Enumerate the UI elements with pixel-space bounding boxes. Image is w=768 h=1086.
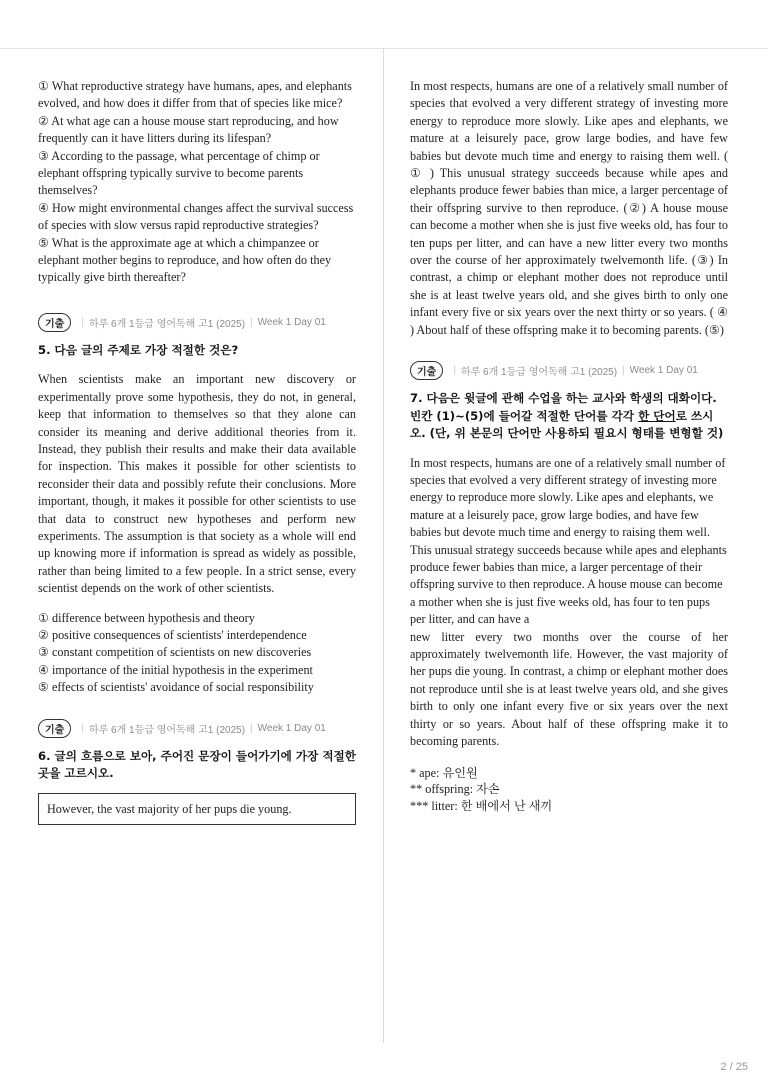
question-item: ② At what age can a house mouse start reproducing, and how frequently can it have litters during its lifespan? [38, 113, 339, 146]
q7-source: 하루 6개 1등급 영어독해 고1 (2025) [460, 367, 618, 379]
q5-passage: When scientists make an important new discovery or experimentally prove some hypothesis, they do not, in general, keep that information to themselves so that they alone can consider its meaning and derive additional theories from it. Instead, they publish their results and make their data available for inspection. This makes it possible for other scientists to reconsider their data and possibly refute their conclusions. More important, though, it makes it possible for other scientists to use that data to construct new hypotheses and perform new experiments. The assumption is that society as a whole will end up knowing more if information is spread as widely as possible, rather than being limited to a few people. In a strict sense, every scientist depends on the work of other scientists. [38, 372, 356, 596]
q6-week: Week 1 Day 01 [257, 722, 326, 734]
q5-option[interactable]: ② positive consequences of scientists' interdependence [38, 628, 307, 643]
page-number: 2 / 25 [720, 1061, 748, 1073]
left-column [38, 78, 356, 825]
question-item: ④ How might environmental changes affect the survival success of species with slow versus rapid reproductive strategies? [38, 200, 354, 233]
question-item: ③ According to the passage, what percentage of chimp or elephant offspring typically survive to become parents themselves? [38, 148, 320, 198]
q6-title: 6. 글의 흐름으로 보아, 주어진 문장이 들어가기에 가장 적절한 곳을 고르시오. [38, 748, 356, 781]
q7-title: 7. 다음은 윗글에 관해 수업을 하는 교사와 학생의 대화이다. 빈칸 (1)~(5)에 들어갈 적절한 단어를 각각 한 단어로 쓰시오. (단, 위 본문의 단어만 사용하되 필요시 형태를 변형할 것) [410, 391, 724, 441]
q5-source: 하루 6개 1등급 영어독해 고1 (2025) [88, 318, 246, 330]
q5-tag-row: 기출 | 하루 6개 1등급 영어독해 고1 (2025) | Week 1 Day 01 [38, 313, 356, 332]
given-sentence-box: However, the vast majority of her pups die young. [38, 793, 356, 825]
q7-tag-row: 기출 | 하루 6개 1등급 영어독해 고1 (2025) | Week 1 Day 01 [410, 361, 728, 380]
question-item: ① What reproductive strategy have humans, apes, and elephants evolved, and how does it differ from that of species like mice? [38, 79, 352, 111]
q7-title-underlined: 한 단어 [638, 408, 676, 423]
q6-passage: In most respects, humans are one of a relatively small number of species that evolved a very different strategy of investing more energy to reproduce more slowly. Like apes and elephants, we mature at a leisurely pace, grow large bodies, and have few babies but devote much time and energy to raising them well. ( ① ) This unusual strategy succeeds because while apes and elephants produce fewer babies than mice, a larger percentage of their offspring survive to then reproduce. (②) A house mouse can become a mother when she is just five weeks old, has four to ten pups per litter, and can have a new litter every two months over the course of her approximately twelvemonth life. (③) In contrast, a chimp or elephant mother does not reproduce until she is at least twelve years old, and she gives birth to only one infant every five or six years over the next thirty or so years. ( ④ ) About half of these offspring make it to becoming parents. (⑤) [410, 79, 728, 337]
q5-option[interactable]: ⑤ effects of scientists' avoidance of social responsibility [38, 680, 314, 695]
q6-badge: 기출 [38, 719, 71, 738]
right-column [410, 78, 728, 814]
q7-passage-part2: new litter every two months over the course of her approximately twelvemonth life. However, the vast majority of her pups die young. In contrast, a chimp or elephant mother does not reproduce until she is at least twelve years old, and she gives birth to only one infant every five or six years over the next thirty or so years. About half of these offspring make it to becoming parents. [410, 629, 728, 749]
q5-option[interactable]: ① difference between hypothesis and theory [38, 610, 255, 625]
q7-week: Week 1 Day 01 [629, 365, 698, 377]
q5-title: 5. 다음 글의 주제로 가장 적절한 것은? [38, 342, 239, 357]
question-item: ⑤ What is the approximate age at which a chimpanzee or elephant mother begins to reproduce, and how often do they typically give birth thereafter? [38, 235, 332, 285]
footnote: * ape: 유인원 [410, 765, 478, 780]
q5-option[interactable]: ③ constant competition of scientists on new discoveries [38, 645, 312, 660]
q5-options [38, 610, 356, 697]
footnote: ** offspring: 자손 [410, 782, 500, 796]
footnote: *** litter: 한 배에서 난 새끼 [410, 798, 553, 813]
q7-passage-part1: In most respects, humans are one of a relatively small number of species that evolved a very different strategy of investing more energy to reproduce more slowly. Like apes and elephants, we mature at a leisurely pace, grow large bodies, and have few babies but devote much time and energy to raising them well. This unusual strategy succeeds because while apes and elephants produce fewer babies than mice, a larger percentage of their offspring survive to then reproduce. A house mouse can become a mother when she is just five weeks old, has four to ten pups per litter, and can have a [410, 455, 727, 627]
q5-badge: 기출 [38, 313, 71, 332]
q7-badge: 기출 [410, 361, 443, 380]
question-list [38, 78, 356, 287]
column-divider [383, 48, 384, 1043]
q5-option[interactable]: ④ importance of the initial hypothesis in the experiment [38, 662, 313, 677]
header-divider [0, 48, 768, 49]
q6-source: 하루 6개 1등급 영어독해 고1 (2025) [88, 724, 246, 736]
q5-week: Week 1 Day 01 [257, 316, 326, 328]
q6-tag-row: 기출 | 하루 6개 1등급 영어독해 고1 (2025) | Week 1 Day 01 [38, 719, 356, 738]
footnotes [410, 765, 728, 815]
